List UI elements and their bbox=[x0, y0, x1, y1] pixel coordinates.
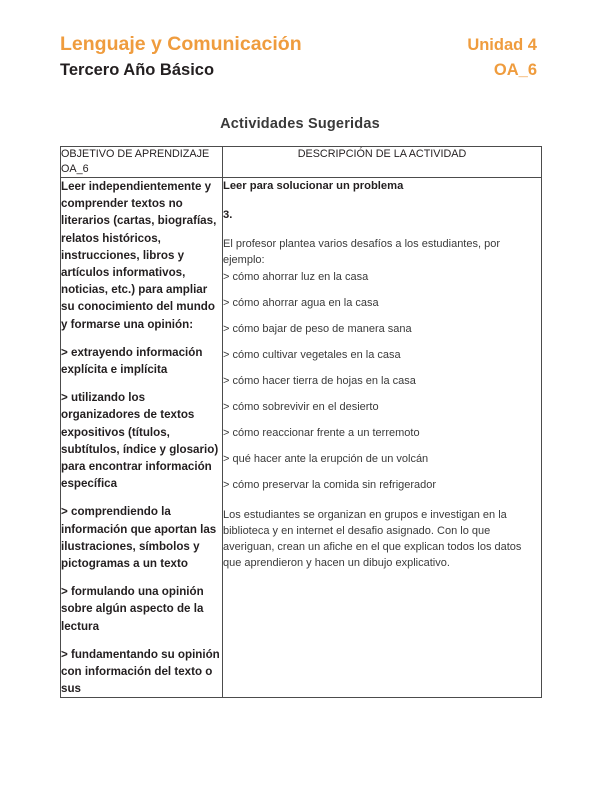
challenge-item: > cómo reaccionar frente a un terremoto bbox=[223, 427, 420, 439]
challenge-item: > cómo bajar de peso de manera sana bbox=[223, 323, 412, 335]
activity-intro: El profesor plantea varios desafíos a los estudiantes, por ejemplo: bbox=[223, 238, 500, 266]
table-row bbox=[61, 178, 542, 698]
challenge-item: > cómo ahorrar agua en la casa bbox=[223, 297, 379, 309]
activity-heading: Leer para solucionar un problema bbox=[223, 180, 404, 192]
masthead-row-secondary bbox=[60, 59, 542, 82]
challenge-item: > cómo hacer tierra de hojas en la casa bbox=[223, 375, 416, 387]
activity-cell bbox=[223, 178, 542, 698]
objective-bullet: > fundamentando su opinión con información del texto o sus bbox=[61, 647, 220, 696]
challenge-item: > cómo sobrevivir en el desierto bbox=[223, 401, 379, 413]
objective-cell bbox=[61, 178, 223, 698]
unit-label: Unidad 4 bbox=[467, 36, 537, 54]
page-title: Actividades Sugeridas bbox=[220, 116, 380, 132]
challenge-item: > cómo ahorrar luz en la casa bbox=[223, 271, 369, 283]
column-header-description: DESCRIPCIÓN DE LA ACTIVIDAD bbox=[223, 147, 542, 178]
objective-intro: Leer independientemente y comprender textos no literarios (cartas, biografías, relatos históricos, instrucciones, libros y artículos informativos, noticias, etc.) para ampliar su conocimiento del mundo y formarse una opinión: bbox=[61, 180, 217, 331]
activity-number: 3. bbox=[223, 209, 233, 221]
table-header-row bbox=[61, 147, 542, 178]
objective-bullet: > comprendiendo la información que aportan las ilustraciones, símbolos y pictogramas a un texto bbox=[61, 505, 217, 571]
column-header-objective: OBJETIVO DE APRENDIZAJE OA_6 bbox=[61, 147, 223, 178]
objective-bullet: > extrayendo información explícita e implícita bbox=[61, 345, 203, 377]
subject-title: Lenguaje y Comunicación bbox=[60, 33, 302, 55]
activities-table-wrapper bbox=[60, 146, 541, 698]
activity-closing: Los estudiantes se organizan en grupos e investigan en la biblioteca y en internet el desafio asignado. Con lo que averiguan, crean un afiche en el que explican todos los datos que aprendieron y hacen un dibujo explicativo. bbox=[223, 509, 522, 569]
masthead-row-primary bbox=[60, 32, 542, 57]
grade-label: Tercero Año Básico bbox=[60, 61, 215, 79]
challenge-item: > cómo preservar la comida sin refrigerador bbox=[223, 479, 437, 491]
challenge-item: > cómo cultivar vegetales en la casa bbox=[223, 349, 401, 361]
objective-bullet: > utilizando los organizadores de textos expositivos (títulos, subtítulos, índice y glosario) para encontrar información específica bbox=[61, 391, 219, 491]
activities-table bbox=[60, 146, 542, 698]
objective-bullet: > formulando una opinión sobre algún aspecto de la lectura bbox=[61, 585, 204, 633]
challenge-item: > qué hacer ante la erupción de un volcán bbox=[223, 453, 429, 465]
masthead bbox=[60, 32, 542, 88]
oa-code-label: OA_6 bbox=[493, 61, 537, 79]
